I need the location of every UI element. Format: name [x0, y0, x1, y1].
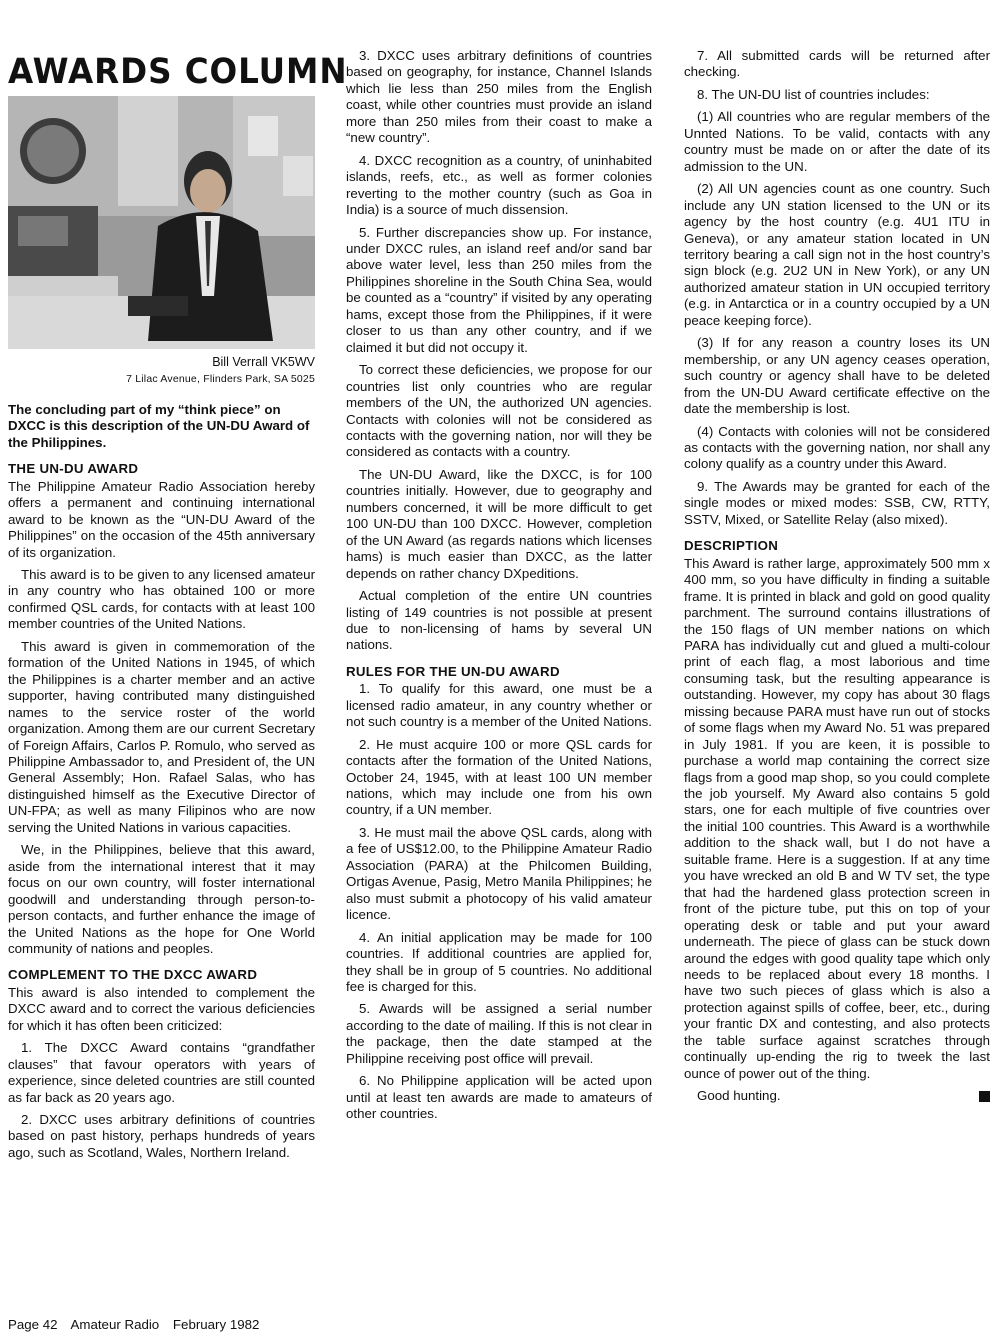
page-footer	[8, 1317, 269, 1332]
rule-item: 4. An initial application may be made for 100 countries. If additional countries are applied for, they shall be in group of 5 countries. No additional fee is charged for this.	[346, 929, 652, 995]
rule-item: 6. No Philippine application will be acted upon until at least ten awards are made to amateurs of other countries.	[346, 1073, 652, 1122]
rule-item: 1. To qualify for this award, one must be a licensed radio amateur, in any country whether or not such country is a member of the United Nations.	[346, 681, 652, 730]
author-photo	[8, 96, 315, 349]
paragraph: 4. DXCC recognition as a country, of uninhabited islands, reefs, etc., as well as former colonies reverting to the mother country (such as Goa in India) is a source of much dissension.	[346, 152, 652, 218]
paragraph: 2. DXCC uses arbitrary definitions of countries based on past history, perhaps hundreds of years ago, such as Scotland, Wales, Northern Ireland.	[8, 1112, 315, 1160]
paragraph: The UN-DU Award, like the DXCC, is for 100 countries initially. However, due to geography and numbers concerned, it will be more difficult to get 100 UN-DU than 100 DXCC. However, completion of the UN Award (as regards nations which licenses hams) is much easier than DXCC, as the latter depends on rather chancy DXpeditions.	[346, 466, 652, 581]
lead-paragraph: The concluding part of my “think piece” on DXCC is this description of the UN-DU Award of the Philippines.	[8, 401, 310, 450]
section-heading-description: DESCRIPTION	[684, 538, 779, 554]
paragraph: 3. DXCC uses arbitrary definitions of countries based on geography, for instance, Channel Islands which lie less than 250 miles from the English coast, while other countries must provide an island more than 250 miles from their coast to make a “new country”.	[346, 48, 652, 146]
rule-item: 3. He must mail the above QSL cards, along with a fee of US$12.00, to the Philippine Amateur Radio Association (PARA) at the Philcomen Building, Ortigas Avenue, Pasig, Metro Manila Philippines; he also must submit a photocopy of his valid amateur licence.	[346, 824, 652, 923]
paragraph: This Award is rather large, approximately 500 mm x 400 mm, so you have difficulty in finding a suitable frame. It is printed in black and gold on good quality parchment. The surround contains illustrations of the 150 flags of UN member nations on which PARA has individually cut and glued a multi-colour print of each flag, a most laborious and time consuming task, but the resulting appearance is outstanding. However, my copy has about 30 flags missing because PARA must have run out of stocks of some flags when my Award No. 51 was prepared in July 1981. If you are keen, it is possible to purchase a world map containing the correct size flags from a good map shop, so you could complete the job yourself. My Award also contains 5 gold stars, one for each multiple of five countries over the initial 100 countries. This Award is a worthwhile addition to the shack wall, but I do not have a suitable frame. Here is a suggestion. If at any time you have wrecked an old B and W TV set, the type that had the hardened glass protection screen in front of the picture tube, put this on top of your operating desk or table and put your award underneath. The piece of glass can be stuck down around the edges with good quality tape which only needs to be replaced about every 18 months. I have two such pieces of glass which is also a protection against spills of coffee, beer, etc., during your frantic DX and contesting, and also protects the table surface against scratches through continually up-ending the rig to tweek the last ounce of power out of the thing.	[684, 555, 990, 1081]
footer-page-number: Page 42	[8, 1317, 58, 1332]
footer-magazine: Amateur Radio	[70, 1317, 160, 1332]
column-3	[684, 48, 990, 1111]
paragraph: The Philippine Amateur Radio Association hereby offers a permanent and continuing international award to be known as the “UN-DU Award of the Philippines” on the occasion of the 45th anniversary of its organization.	[8, 478, 315, 560]
paragraph: We, in the Philippines, believe that this award, aside from the international interest that it may focus on our own country, will foster international goodwill and understanding through person-to-person contacts, and further enhance the image of the United Nations as the hope for One World community of nations and peoples.	[8, 842, 315, 956]
photo-caption-name: Bill Verrall VK5WV	[212, 355, 315, 369]
page-title: AWARDS COLUMN	[8, 52, 348, 92]
closing-line	[684, 1088, 990, 1104]
column-2	[346, 48, 652, 1129]
paragraph: To correct these deficiencies, we propose for our countries list only countries who are regular members of the UN, the authorized UN agencies. Contacts with colonies will not be considered as contacts with the governing nation, nor will they be considered as contacts with a country.	[346, 362, 652, 460]
rule-item: 9. The Awards may be granted for each of the single modes or mixed modes: SSB, CW, RTTY, SSTV, Mixed, or Satellite Relay (also mixed).	[684, 478, 990, 527]
rule-item: 2. He must acquire 100 or more QSL cards for contacts after the formation of the United Nations, October 24, 1945, with at least 100 UN member nations, which may include one from his own country, if a UN member.	[346, 736, 652, 818]
paragraph: 1. The DXCC Award contains “grandfather clauses” that favour operators with years of experience, since deleted countries are still counted as far back as 20 years ago.	[8, 1040, 315, 1105]
section-heading-complement: COMPLEMENT TO THE DXCC AWARD	[8, 967, 258, 983]
photo-caption-address: 7 Lilac Avenue, Flinders Park, SA 5025	[126, 373, 315, 386]
column-1	[8, 48, 348, 1167]
paragraph: 5. Further discrepancies show up. For instance, under DXCC rules, an island reef and/or sand bar above water level, less than 250 miles from the Philippines shoreline in the South China Sea, would be counted as a “country” if visited by any operating hams, except those from the Philippines, if it were closer to us than any other country, and if we claimed it but did not occupy it.	[346, 224, 652, 355]
paragraph: Actual completion of the entire UN countries listing of 149 countries is not possible at present due to non-licensing of hams by several UN nations.	[346, 588, 652, 653]
list-item: (4) Contacts with colonies will not be considered as contacts with the governing nation, nor shall any colony qualify as a country under this Award.	[684, 423, 990, 472]
paragraph: This award is given in commemoration of the formation of the United Nations in 1945, of which the Philippines is a charter member and an active supporter, having contributed many distinguished names to the service roster of the world organization. Among them are our current Secretary of Foreign Affairs, Carlos P. Romulo, who served as Philippine Ambassador to, and President of, the UN General Assembly; Hon. Rafael Salas, who has distinguished himself as the Executive Director of UN-FPA; as well as many Filipinos who are now serving the United Nations in various capacities.	[8, 638, 315, 835]
rule-item: 5. Awards will be assigned a serial number according to the date of mailing. If this is not clear in the package, then the date stamped at the Philippine receiving post office will prevail.	[346, 1001, 652, 1066]
rule-item: 7. All submitted cards will be returned after checking.	[684, 48, 990, 80]
list-item: (1) All countries who are regular members of the Unnted Nations. To be valid, contacts with any country must be made on or after the date of its admission to the UN.	[684, 109, 990, 174]
footer-date: February 1982	[172, 1317, 260, 1332]
section-heading-un-du-award: THE UN-DU AWARD	[8, 461, 139, 477]
rule-item: 8. The UN-DU list of countries includes:	[697, 86, 930, 102]
closing-text: Good hunting.	[697, 1088, 781, 1104]
paragraph: This award is to be given to any licensed amateur in any country who has obtained 100 or more confirmed QSL cards, for contacts with at least 100 member countries of the United Nations.	[8, 566, 315, 632]
list-item: (2) All UN agencies count as one country. Such include any UN station licensed to the UN or its agency by the host country (e.g. 4U1 ITU in Geneva), or any amateur station located in UN territory bearing a call sign not in the host country’s sign block (e.g. 2U2 UN in New York), or any UN authorized amateur station in UN occupied territory (e.g. in Antarctica or in a country occupied by a UN peace keeping force).	[684, 181, 990, 328]
section-heading-rules: RULES FOR THE UN-DU AWARD	[346, 663, 560, 679]
end-mark-icon	[979, 1091, 990, 1102]
paragraph: This award is also intended to complement the DXCC award and to correct the various deficiencies for which it has often been criticized:	[8, 984, 315, 1033]
list-item: (3) If for any reason a country loses its UN membership, or any UN agency ceases operation, such country or agency shall have to be deleted from the UN-DU Award certificate effective on the date the membership is lost.	[684, 335, 990, 417]
